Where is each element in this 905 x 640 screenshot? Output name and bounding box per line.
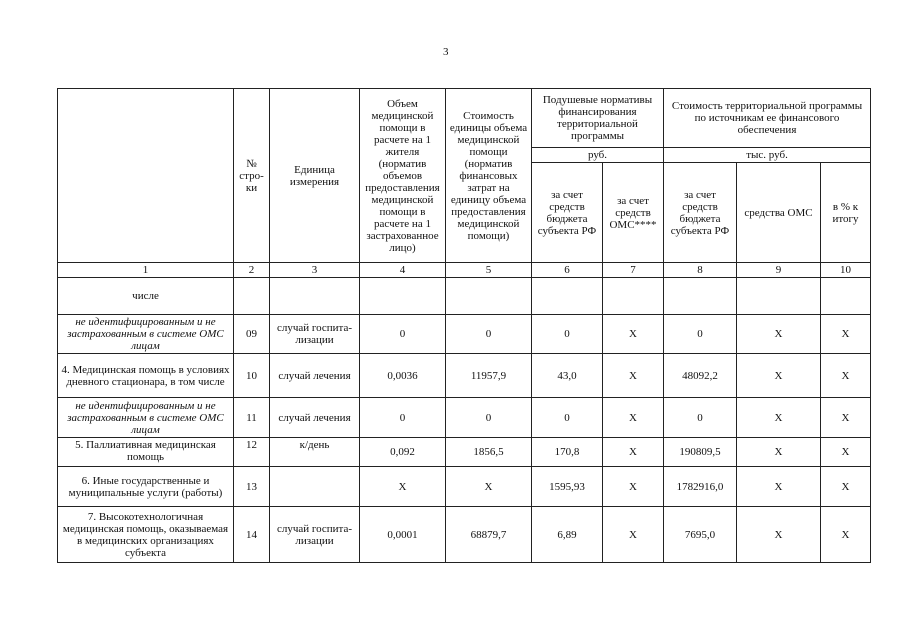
row-name: не идентифицированным и не застрахованным в системе ОМС лицам xyxy=(58,315,234,354)
column-number: 8 xyxy=(664,263,737,278)
column-number: 5 xyxy=(446,263,532,278)
column-number: 9 xyxy=(737,263,821,278)
row-name: числе xyxy=(58,278,234,315)
row-name: 6. Иные государственные и муниципальные услуги (работы) xyxy=(58,467,234,507)
row-cost: 0 xyxy=(446,315,532,354)
row-pc-oms: X xyxy=(603,467,664,507)
row-volume: X xyxy=(360,467,446,507)
row-pc-budget: 0 xyxy=(532,398,603,438)
header-cost: Стоимость единицы объема медицинской помощи (норматив финансовых затрат на единицу объема предоставления медицинской помощи) xyxy=(446,89,532,263)
header-tp-budget: за счет средств бюджета субъекта РФ xyxy=(664,163,737,263)
row-unit: случай госпита-лизации xyxy=(270,315,360,354)
row-unit: случай госпита-лизации xyxy=(270,507,360,563)
row-cost: 0 xyxy=(446,398,532,438)
row-tp-pct: X xyxy=(821,507,871,563)
row-unit xyxy=(270,278,360,315)
row-cost: X xyxy=(446,467,532,507)
row-volume: 0 xyxy=(360,398,446,438)
row-pc-budget: 1595,93 xyxy=(532,467,603,507)
header-thous-rub: тыс. руб. xyxy=(664,148,871,163)
row-tp-budget: 0 xyxy=(664,398,737,438)
row-name: 7. Высокотехнологичная медицинская помощь, оказываемая в медицинских организациях субъекта xyxy=(58,507,234,563)
header-program-cost: Стоимость территориальной программы по источникам ее финансового обеспечения xyxy=(664,89,871,148)
row-tp-budget: 1782916,0 xyxy=(664,467,737,507)
row-tp-budget: 7695,0 xyxy=(664,507,737,563)
row-name: не идентифицированным и не застрахованным в системе ОМС лицам xyxy=(58,398,234,438)
row-tp-oms: X xyxy=(737,467,821,507)
column-number: 6 xyxy=(532,263,603,278)
header-row-no: № стро-ки xyxy=(234,89,270,263)
row-tp-oms xyxy=(737,278,821,315)
header-tp-percent: в % к итогу xyxy=(821,163,871,263)
column-number: 3 xyxy=(270,263,360,278)
row-tp-budget: 190809,5 xyxy=(664,438,737,467)
row-number: 10 xyxy=(234,354,270,398)
row-pc-oms: X xyxy=(603,438,664,467)
row-tp-pct: X xyxy=(821,354,871,398)
row-unit: случай лечения xyxy=(270,354,360,398)
row-cost xyxy=(446,278,532,315)
header-pc-budget: за счет средств бюджета субъекта РФ xyxy=(532,163,603,263)
row-number: 11 xyxy=(234,398,270,438)
header-blank-cell xyxy=(58,89,234,263)
row-pc-oms: X xyxy=(603,354,664,398)
column-number: 2 xyxy=(234,263,270,278)
header-unit: Единица измерения xyxy=(270,89,360,263)
program-cost-table xyxy=(57,88,871,563)
row-name: 5. Паллиативная медицинская помощь xyxy=(58,438,234,467)
row-cost: 68879,7 xyxy=(446,507,532,563)
row-tp-oms: X xyxy=(737,438,821,467)
row-name: 4. Медицинская помощь в условиях дневного стационара, в том числе xyxy=(58,354,234,398)
row-number xyxy=(234,278,270,315)
row-volume: 0,0001 xyxy=(360,507,446,563)
row-tp-budget: 0 xyxy=(664,315,737,354)
header-pc-oms: за счет средств ОМС**** xyxy=(603,163,664,263)
header-rub: руб. xyxy=(532,148,664,163)
row-unit xyxy=(270,467,360,507)
row-pc-budget: 170,8 xyxy=(532,438,603,467)
row-number: 14 xyxy=(234,507,270,563)
page-number: 3 xyxy=(443,46,449,58)
row-tp-budget: 48092,2 xyxy=(664,354,737,398)
row-cost: 11957,9 xyxy=(446,354,532,398)
row-tp-oms: X xyxy=(737,354,821,398)
row-pc-budget: 6,89 xyxy=(532,507,603,563)
header-per-capita: Подушевые нормативы финансирования территориальной программы xyxy=(532,89,664,148)
row-pc-budget: 43,0 xyxy=(532,354,603,398)
row-pc-oms: X xyxy=(603,507,664,563)
row-tp-pct: X xyxy=(821,467,871,507)
row-pc-oms: X xyxy=(603,398,664,438)
row-tp-oms: X xyxy=(737,507,821,563)
row-volume: 0,092 xyxy=(360,438,446,467)
row-tp-budget xyxy=(664,278,737,315)
row-tp-oms: X xyxy=(737,398,821,438)
column-number: 1 xyxy=(58,263,234,278)
row-volume xyxy=(360,278,446,315)
row-tp-pct: X xyxy=(821,398,871,438)
row-number: 09 xyxy=(234,315,270,354)
row-tp-pct: X xyxy=(821,315,871,354)
row-number: 13 xyxy=(234,467,270,507)
row-number: 12 xyxy=(234,438,270,467)
row-tp-pct: X xyxy=(821,438,871,467)
header-volume: Объем медицинской помощи в расчете на 1 жителя (норматив объемов предоставления медицинской помощи в расчете на 1 застрахованное лицо) xyxy=(360,89,446,263)
row-tp-pct xyxy=(821,278,871,315)
column-number: 7 xyxy=(603,263,664,278)
column-number: 10 xyxy=(821,263,871,278)
header-tp-oms: средства ОМС xyxy=(737,163,821,263)
row-unit: случай лечения xyxy=(270,398,360,438)
row-pc-oms xyxy=(603,278,664,315)
row-volume: 0 xyxy=(360,315,446,354)
row-pc-budget: 0 xyxy=(532,315,603,354)
row-tp-oms: X xyxy=(737,315,821,354)
column-number: 4 xyxy=(360,263,446,278)
row-unit: к/день xyxy=(270,438,360,467)
row-pc-budget xyxy=(532,278,603,315)
row-pc-oms: X xyxy=(603,315,664,354)
row-cost: 1856,5 xyxy=(446,438,532,467)
row-volume: 0,0036 xyxy=(360,354,446,398)
